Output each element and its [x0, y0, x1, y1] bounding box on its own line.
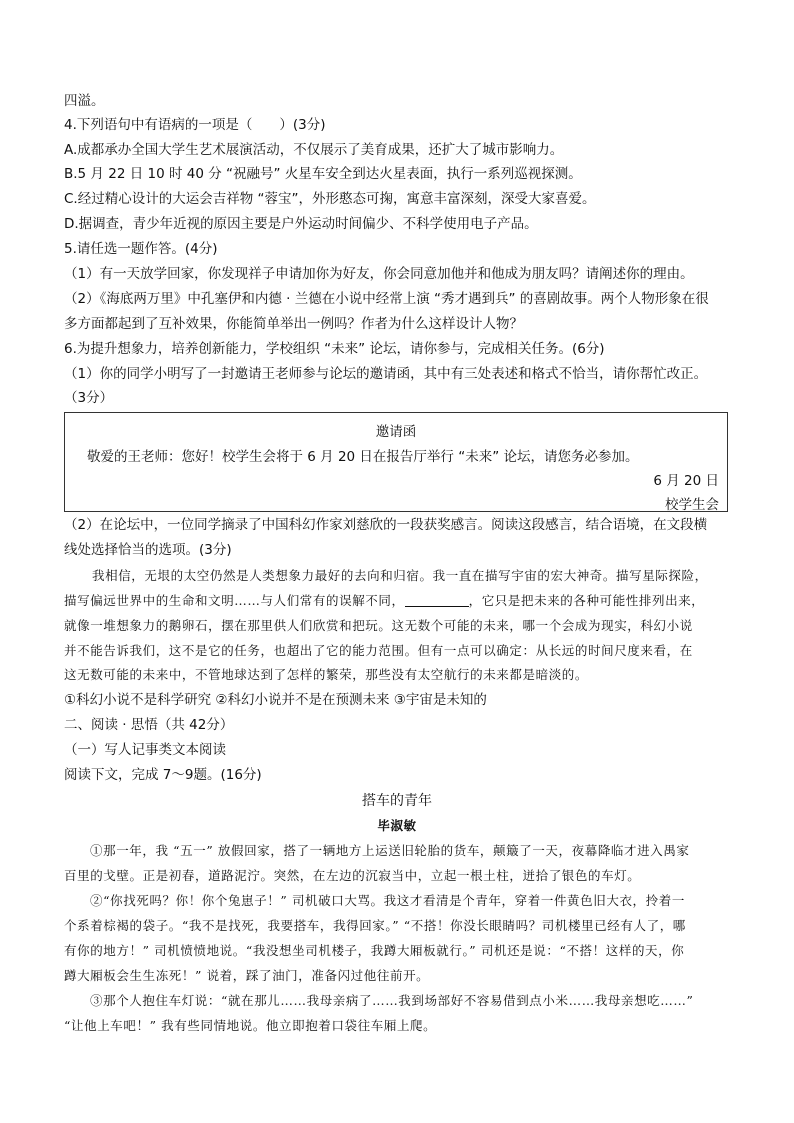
story-line: ①那一年，我 “五一” 放假回家，搭了一辆地方上运送旧轮胎的货车，颠簸了一天，夜幕降临才进入禺家: [90, 843, 690, 858]
choice-options: ①科幻小说不是科学研究 ②科幻小说并不是在预测未来 ③宇宙是未知的: [64, 692, 487, 708]
invitation-title: 邀请函: [375, 424, 417, 440]
quote-line: 我相信，无垠的太空仍然是人类想象力最好的去向和归宿。我一直在描写宇宙的宏大神奇。描写星际探险，: [92, 568, 708, 583]
option-a: A.成都承办全国大学生艺术展演活动，不仅展示了美育成果，还扩大了城市影响力。: [64, 142, 564, 158]
question-5-2-cont: 多方面都起到了互补效果，你能简单举出一例吗？作者为什么这样设计人物？: [64, 316, 523, 332]
section-2-1-heading: （一）写人记事类文本阅读: [64, 742, 226, 758]
question-5: 5.请任选一题作答。(4分): [64, 241, 218, 257]
story-line: ③那个人抱住车灯说：“就在那儿……我母亲病了……我到场部好不容易借到点小米……我母亲想吃……”: [90, 993, 694, 1008]
quote-line: 并不能告诉我们，这不是它的任务，也超出了它的能力范围。但有一点可以确定：从长远的时间尺度来看，在: [64, 643, 693, 658]
invitation-signature: 校学生会: [665, 497, 719, 513]
quote-text: ，它只是把未来的各种可能性排列出来，: [468, 593, 705, 608]
story-line: 个系着棕褐的袋子。“我不是找死，我要搭车，我得回家。” “不搭！你没长眼睛吗？司机楼里已经有人了，哪: [64, 918, 686, 933]
option-b: B.5 月 22 日 10 时 40 分 “祝融号” 火星车安全到达火星表面，执行一系列巡视探测。: [64, 166, 582, 182]
story-line: 百里的戈壁。正是初春，道路泥泞。突然，在左边的沉寂当中，立起一根土柱，迸拾了银色的车灯。: [64, 868, 641, 883]
story-line: ②“你找死吗？你！你个兔崽子！” 司机破口大骂。我这才看清是个青年，穿着一件黄色旧大衣，拎着一: [90, 893, 685, 908]
story-title: 搭车的青年: [362, 793, 432, 809]
question-5-1: （1）有一天放学回家，你发现祥子申请加你为好友，你会同意加他并和他成为朋友吗？请阐述你的理由。: [64, 266, 694, 282]
invitation-box: [64, 412, 728, 512]
question-6-2: （2）在论坛中，一位同学摘录了中国科幻作家刘慈欣的一段获奖感言。阅读这段感言，结合语境，在文段横: [64, 517, 708, 533]
question-6-2-cont: 线处选择恰当的选项。(3分): [64, 542, 232, 558]
question-5-2: （2）《海底两万里》中孔塞伊和内德 · 兰德在小说中经常上演 “秀才遇到兵” 的喜剧故事。两个人物形象在很: [64, 291, 709, 307]
section-2-heading: 二、阅读 · 思悟（共 42分）: [64, 717, 234, 733]
quote-line: [64, 592, 704, 610]
question-6-1: （1）你的同学小明写了一封邀请王老师参与论坛的邀请函，其中有三处表述和格式不恰当，请你帮忙改正。: [64, 366, 708, 382]
invitation-body: 敬爱的王老师：您好！校学生会将于 6 月 20 日在报告厅举行 “未来” 论坛，请您务必参加。: [87, 449, 639, 465]
question-6-1-cont: （3分）: [64, 390, 114, 406]
quote-line: 这无数可能的未来中，不管地球达到了怎样的繁荣，那些没有太空航行的未来都是暗淡的。: [64, 667, 589, 682]
reading-instruction: 阅读下文，完成 7～9题。(16分): [64, 767, 262, 783]
question-4: 4.下列语句中有语病的一项是（ ）(3分): [64, 117, 326, 133]
option-d: D.据调查，青少年近视的原因主要是户外运动时间偏少、不科学使用电子产品。: [64, 216, 538, 232]
option-c: C.经过精心设计的大运会吉祥物 “蓉宝”，外形憨态可掬，寓意丰富深刻，深受大家喜爱。: [64, 191, 596, 207]
story-line: 有你的地方！” 司机愤愤地说。“我没想坐司机楼子，我蹲大厢板就行。” 司机还是说：“不搭！这样的天，你: [64, 943, 685, 958]
quote-line: 就像一堆想象力的鹅卵石，摆在那里供人们欣赏和把玩。这无数个可能的未来，哪一个会成为现实，科幻小说: [64, 618, 693, 633]
quote-text: 描写偏远世界中的生命和文明……与人们常有的误解不同，: [64, 593, 405, 608]
question-6: 6.为提升想象力，培养创新能力，学校组织 “未来” 论坛，请你参与，完成相关任务。(6分): [64, 341, 605, 357]
story-line: 蹲大厢板会生生冻死！” 说着，踩了油门，准备闪过他往前开。: [64, 968, 430, 983]
story-author: 毕淑敏: [377, 818, 417, 833]
invitation-date: 6 月 20 日: [653, 473, 719, 489]
story-line: “让他上车吧！” 我有些同情地说。他立即抱着口袋往车厢上爬。: [64, 1018, 437, 1033]
text-line: 四溢。: [64, 93, 105, 109]
fill-blank[interactable]: [405, 594, 469, 607]
